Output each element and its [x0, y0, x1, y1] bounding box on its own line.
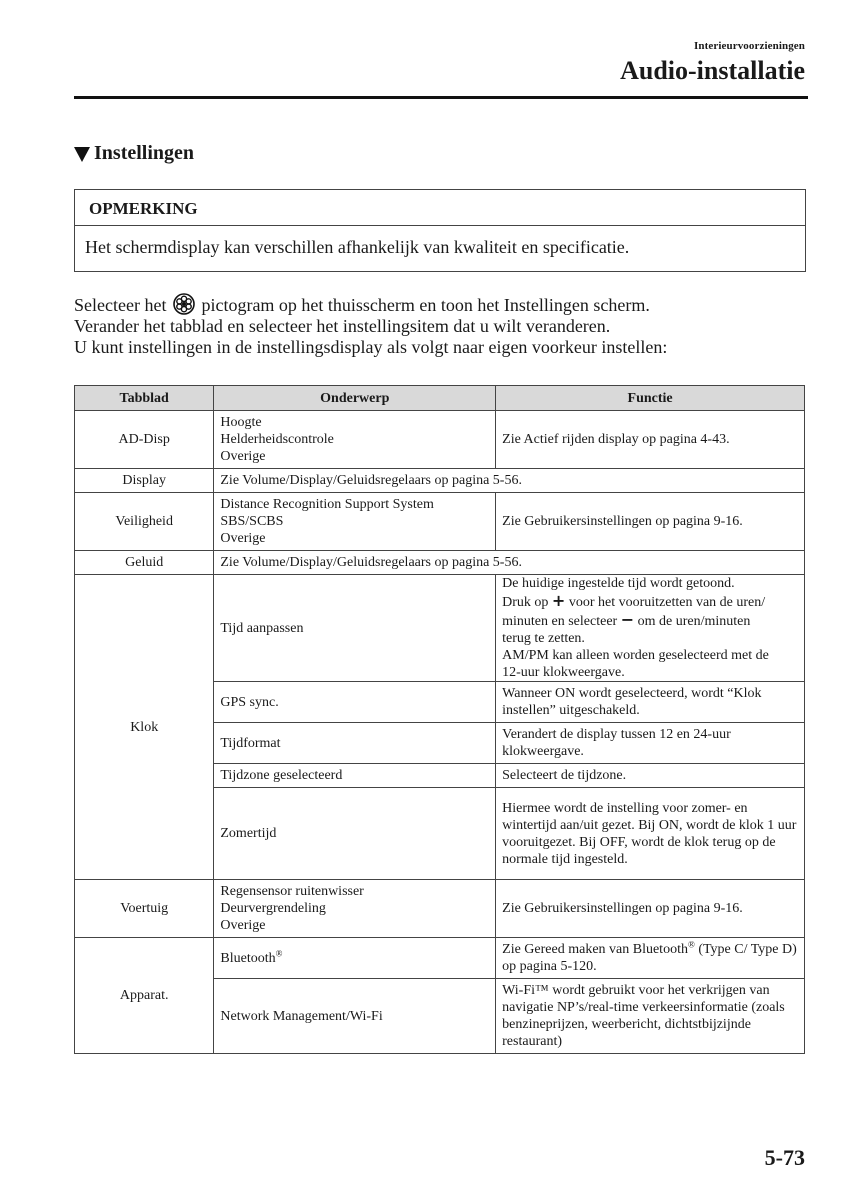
section-heading [74, 142, 194, 165]
table-row [75, 469, 805, 493]
function-cell: Zie Gebruikersinstellingen op pagina 9-16. [496, 493, 805, 551]
tab-cell-apparat: Apparat. [75, 938, 214, 1054]
tab-cell-voertuig: Voertuig [75, 880, 214, 938]
function-line: terug te zetten. [502, 631, 585, 646]
intro-line-3: U kunt instellingen in de instellingsdisplay als volgt naar eigen voorkeur instellen: [74, 337, 668, 357]
column-header-onderwerp: Onderwerp [214, 386, 496, 411]
function-cell [496, 575, 805, 682]
column-header-tabblad: Tabblad [75, 386, 214, 411]
tab-cell-veiligheid: Veiligheid [75, 493, 214, 551]
subject-text: Bluetooth [220, 950, 276, 966]
tab-cell-display: Display [75, 469, 214, 493]
intro-paragraph [74, 293, 814, 358]
header-divider [74, 96, 808, 99]
subject-cell: Tijdzone geselecteerd [214, 764, 496, 788]
function-text: (Type C/ Type D) op pagina 5-120. [502, 942, 797, 974]
subject-cell [214, 938, 496, 979]
subject-cell: Zomertijd [214, 788, 496, 880]
function-line: De huidige ingestelde tijd wordt getoond. [502, 576, 735, 591]
function-cell: Wanneer ON wordt geselecteerd, wordt “Klok instellen” uitgeschakeld. [496, 682, 805, 723]
chapter-title: Audio-installatie [620, 56, 805, 85]
subject-cell [214, 880, 496, 938]
plus-icon: + [551, 591, 566, 610]
table-row [75, 411, 805, 469]
table-row [75, 575, 805, 682]
function-cell: Zie Gebruikersinstellingen op pagina 9-16. [496, 880, 805, 938]
registered-mark: ® [275, 947, 283, 958]
subject-line: Overige [220, 449, 266, 464]
registered-mark: ® [687, 939, 695, 950]
subject-line: Regensensor ruitenwisser [220, 884, 364, 899]
table-row [75, 938, 805, 979]
subject-line: Deurvergrendeling [220, 901, 326, 916]
triangle-down-icon [74, 147, 90, 162]
tab-cell-klok: Klok [75, 575, 214, 880]
function-cell: Wi-Fi™ wordt gebruikt voor het verkrijgen van navigatie NP’s/real-time verkeersinformatie (zoals benzineprijzen, weerbericht, dichtstbijzijnde restaurant) [496, 979, 805, 1054]
function-line: 12-uur klokweergave. [502, 665, 625, 680]
merged-function-cell: Zie Volume/Display/Geluidsregelaars op pagina 5-56. [214, 551, 805, 575]
function-cell: Selecteert de tijdzone. [496, 764, 805, 788]
subject-line: Overige [220, 918, 266, 933]
function-line: AM/PM kan alleen worden geselecteerd met de [502, 648, 769, 663]
intro-line-1-start: Selecteer het [74, 295, 167, 315]
function-cell: Zie Actief rijden display op pagina 4-43. [496, 411, 805, 469]
note-title: OPMERKING [75, 190, 805, 226]
function-text: minuten en selecteer [502, 614, 618, 629]
note-box [74, 189, 806, 272]
page-number: 5-73 [764, 1145, 805, 1170]
subject-cell [214, 411, 496, 469]
tab-cell-geluid: Geluid [75, 551, 214, 575]
table-row [75, 551, 805, 575]
function-line [502, 592, 798, 611]
function-cell: Verandert de display tussen 12 en 24-uur klokweergave. [496, 723, 805, 764]
function-text: Zie Gereed maken van Bluetooth [502, 942, 688, 957]
function-text: Druk op [502, 595, 549, 610]
function-text: voor het vooruitzetten van de uren/ [568, 595, 766, 610]
subject-cell: GPS sync. [214, 682, 496, 723]
subject-line: Distance Recognition Support System [220, 497, 434, 512]
subject-cell: Tijd aanpassen [214, 575, 496, 682]
merged-function-cell: Zie Volume/Display/Geluidsregelaars op pagina 5-56. [214, 469, 805, 493]
subject-cell [214, 493, 496, 551]
function-cell [496, 938, 805, 979]
intro-line-1-end: pictogram op het thuisscherm en toon het Instellingen scherm. [201, 295, 650, 315]
settings-table [74, 385, 805, 1054]
subject-cell: Tijdformat [214, 723, 496, 764]
intro-line-1 [74, 293, 814, 316]
subject-line: Helderheidscontrole [220, 432, 334, 447]
gear-icon [173, 293, 195, 315]
note-body: Het schermdisplay kan verschillen afhankelijk van kwaliteit en specificatie. [85, 237, 630, 257]
subject-line: Overige [220, 531, 266, 546]
table-row [75, 493, 805, 551]
function-cell: Hiermee wordt de instelling voor zomer- en wintertijd aan/uit gezet. Bij ON, wordt de klok 1 uur vooruitgezet. Bij OFF, wordt de klok terug op de normale tijd ingesteld. [496, 788, 805, 880]
tab-cell-ad-disp: AD-Disp [75, 411, 214, 469]
subject-cell: Network Management/Wi-Fi [214, 979, 496, 1054]
subject-line: SBS/SCBS [220, 514, 284, 529]
function-line [502, 611, 798, 630]
chapter-subtitle: Interieurvoorzieningen [694, 40, 805, 52]
function-text: om de uren/minuten [637, 614, 751, 629]
minus-icon: − [620, 610, 635, 629]
column-header-functie: Functie [496, 386, 805, 411]
subject-line: Hoogte [220, 415, 262, 430]
intro-line-2: Verander het tabblad en selecteer het instellingsitem dat u wilt veranderen. [74, 316, 611, 336]
table-row [75, 880, 805, 938]
table-header-row [75, 386, 805, 411]
section-heading-text: Instellingen [94, 142, 195, 164]
